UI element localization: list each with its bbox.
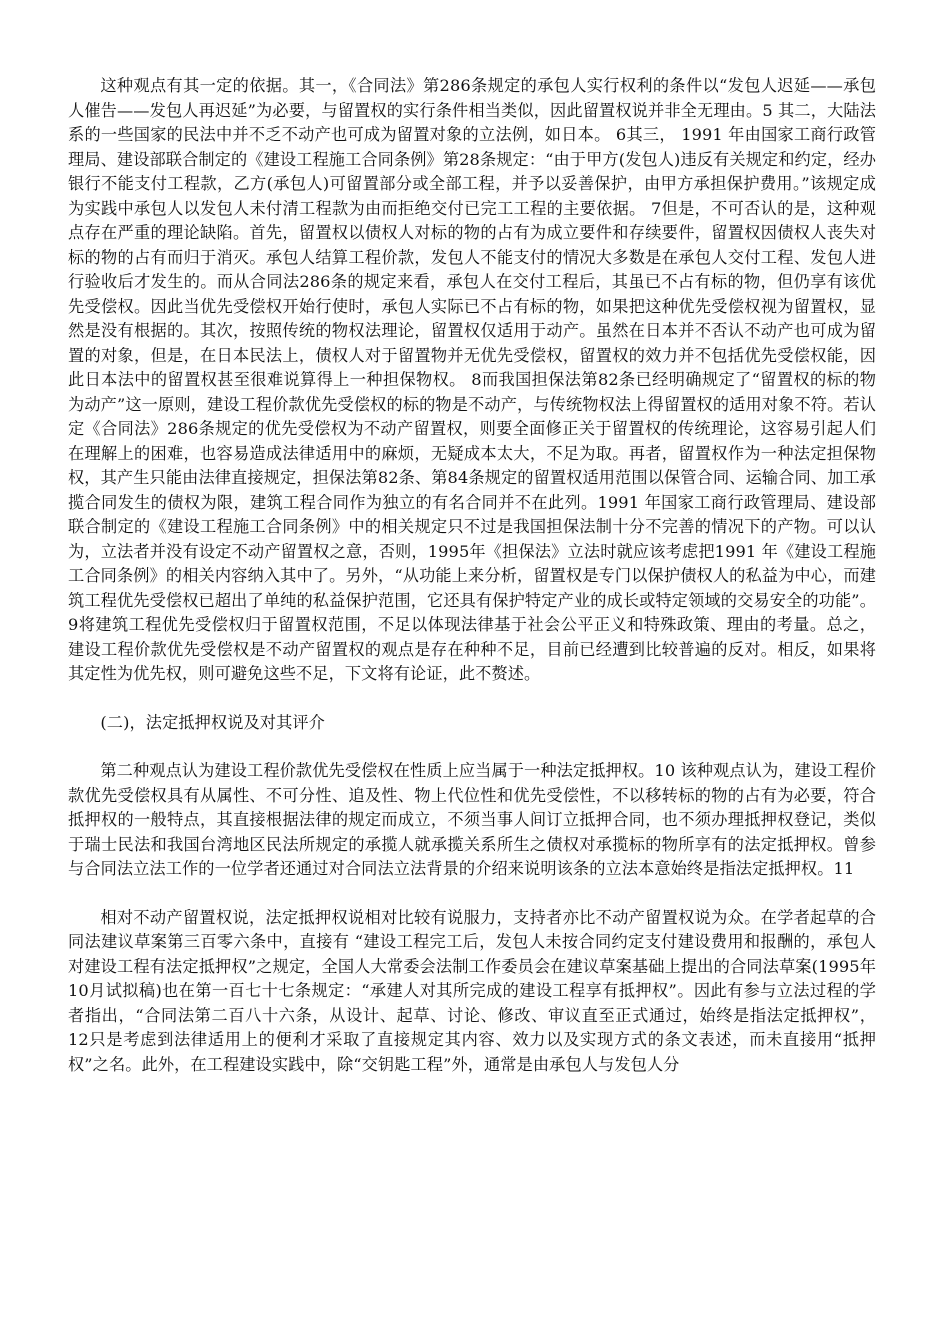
section-heading-statutory-mortgage: (二)，法定抵押权说及对其评介 <box>100 712 325 732</box>
paragraph-lien-theory-critique: 这种观点有其一定的依据。其一，《合同法》第286条规定的承包人实行权利的条件以“发包人迟延——承包人催告——发包人再迟延”为必要，与留置权的实行条件相当类似，因此留置权说并非全无理由。5 其二，大陆法系的一些国家的民法中并不乏不动产也可成为留置对象的立法例，如日本。 6其三， 1991 年由国家工商行政管理局、建设部联合制定的《建设工程施工合同条例》第28条规定：“由于甲方(发包人)违反有关规定和约定，经办银行不能支付工程款，乙方(承包人)可留置部分或全部工程，并予以妥善保护，由甲方承担保护费用。”该规定成为实践中承包人以发包人未付清工程款为由而拒绝交付已完工工程的主要依据。 7但是，不可否认的是，这种观点存在严重的理论缺陷。首先，留置权以债权人对标的物的占有为成立要件和存续要件，留置权因债权人丧失对标的物的占有而归于消灭。承包人结算工程价款，发包人不能支付的情况大多数是在承包人交付工程、发包人进行验收后才发生的。而从合同法286条的规定来看，承包人在交付工程后，其虽已不占有标的物，但仍享有该优先受偿权。因此当优先受偿权开始行使时，承包人实际已不占有标的物，如果把这种优先受偿权视为留置权，显然是没有根据的。其次，按照传统的物权法理论，留置权仅适用于动产。虽然在日本并不否认不动产也可成为留置的对象，但是，在日本民法上，债权人对于留置物并无优先受偿权，留置权的效力并不包括优先受偿权能，因此日本法中的留置权甚至很难说算得上一种担保物权。 8而我国担保法第82条已经明确规定了“留置权的标的物为动产”这一原则，建设工程价款优先受偿权的标的物是不动产，与传统物权法上得留置权的适用对象不符。若认定《合同法》286条规定的优先受偿权为不动产留置权，则要全面修正关于留置权的传统理论，这容易引起人们在理解上的困难，也容易造成法律适用中的麻烦，无疑成本太大，不足为取。再者，留置权作为一种法定担保物权，其产生只能由法律直接规定，担保法第82条、第84条规定的留置权适用范围以保管合同、运输合同、加工承揽合同发生的债权为限，建筑工程合同作为独立的有名合同并不在此列。1991 年国家工商行政管理局、建设部联合制定的《建设工程施工合同条例》中的相关规定只不过是我国担保法制十分不完善的情况下的产物。可以认为，立法者并没有设定不动产留置权之意，否则，1995年《担保法》立法时就应该考虑把1991 年《建设工程施工合同条例》的相关内容纳入其中了。另外，“从功能上来分析，留置权是专门以保护债权人的私益为中心，而建筑工程优先受偿权已超出了单纯的私益保护范围，它还具有保护特定产业的成长或特定领域的交易安全的功能”。 9将建筑工程优先受偿权归于留置权范围，不足以体现法律基于社会公平正义和特殊政策、理由的考量。总之，建设工程价款优先受偿权是不动产留置权的观点是存在种种不足，目前已经遭到比较普遍的反对。相反，如果将其定性为优先权，则可避免这些不足，下文将有论证，此不赘述。 <box>68 76 876 683</box>
document-body <box>68 74 876 1077</box>
paragraph-statutory-mortgage-view: 第二种观点认为建设工程价款优先受偿权在性质上应当属于一种法定抵押权。10 该种观点认为，建设工程价款优先受偿权具有从属性、不可分性、追及性、物上代位性和优先受偿性，不以移转标的物的占有为必要，符合抵押权的一般特点，其直接根据法律的规定而成立，不须当事人间订立抵押合同，也不须办理抵押权登记，类似于瑞士民法和我国台湾地区民法所规定的承揽人就承揽关系所生之债权对承揽标的物所享有的法定抵押权。曾参与合同法立法工作的一位学者还通过对合同法立法背景的介绍来说明该条的立法本意始终是指法定抵押权。11 <box>68 761 876 878</box>
paragraph-statutory-mortgage-support: 相对不动产留置权说，法定抵押权说相对比较有说服力，支持者亦比不动产留置权说为众。在学者起草的合同法建议草案第三百零六条中，直接有 “建设工程完工后，发包人未按合同约定支付建设费用和报酬的，承包人对建设工程有法定抵押权”之规定，全国人大常委会法制工作委员会在建议草案基础上提出的合同法草案(1995年10月试拟稿)也在第一百七十七条规定：“承建人对其所完成的建设工程享有抵押权”。因此有参与立法过程的学者指出，“合同法第二百八十六条，从设计、起草、讨论、修改、审议直至正式通过，始终是指法定抵押权”， 12只是考虑到法律适用上的便利才采取了直接规定其内容、效力以及实现方式的条文表述，而未直接用“抵押权”之名。此外，在工程建设实践中，除“交钥匙工程”外，通常是由承包人与发包人分 <box>68 907 876 1074</box>
